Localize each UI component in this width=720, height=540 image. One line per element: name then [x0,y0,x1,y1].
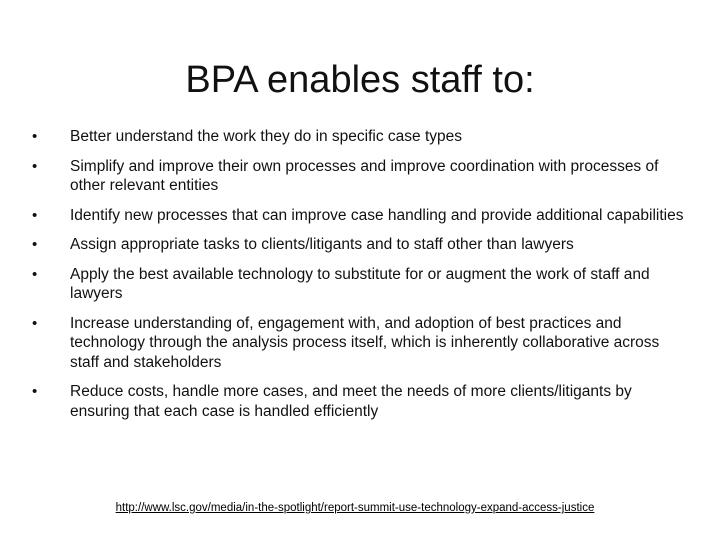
bullet-icon: • [32,265,38,283]
bullet-item [32,206,692,226]
bullet-icon: • [32,314,38,332]
bullet-item [32,314,692,373]
bullet-text: Increase understanding of, engagement with, and adoption of best practices and technology through the analysis process itself, which is inherently collaborative across staff and stakeholders [70,314,660,371]
bullet-item [32,235,692,255]
slide-title: BPA enables staff to: [185,59,535,101]
bullet-icon: • [32,383,38,400]
bullet-text: Reduce costs, handle more cases, and meet the needs of more clients/litigants by ensuring that each case is handled efficiently [70,383,632,420]
bullet-list [32,127,692,431]
bullet-text: Assign appropriate tasks to clients/litigants and to staff other than lawyers [70,236,574,253]
bullet-icon: • [32,236,38,253]
bullet-text: Simplify and improve their own processes and improve coordination with processes of other relevant entities [70,157,659,194]
bullet-item [32,265,692,304]
bullet-text: Better understand the work they do in specific case types [70,128,463,145]
bullet-icon: • [32,206,38,224]
bullet-item [32,382,692,421]
bullet-item [32,127,692,147]
bullet-item [32,157,692,196]
source-link[interactable]: http://www.lsc.gov/media/in-the-spotlight/report-summit-use-technology-expand-access-justice [115,502,595,514]
bullet-text: Identify new processes that can improve case handling and provide additional capabilities [70,206,684,224]
bullet-icon: • [32,128,38,145]
bullet-text: Apply the best available technology to substitute for or augment the work of staff and lawyers [70,265,650,302]
bullet-icon: • [32,157,38,175]
